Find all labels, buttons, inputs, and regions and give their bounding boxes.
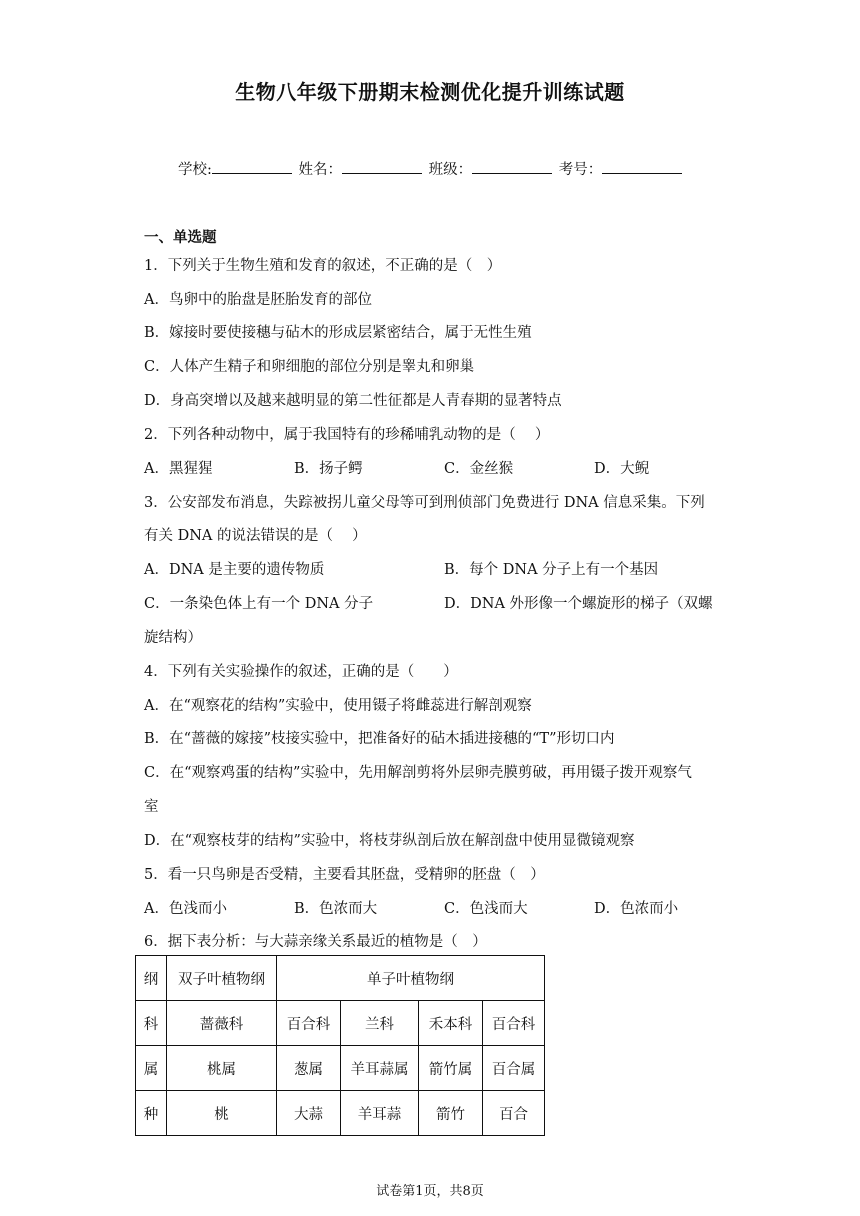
name-label: 姓名： [298,162,342,178]
exam-title: 生物八年级下册期末检测优化提升训练试题 [235,80,625,104]
q4-option-a: A．在“观察花的结构”实验中，使用镊子将雌蕊进行解剖观察 [144,698,532,714]
q1-option-a: A．鸟卵中的胎盘是胚胎发育的部位 [144,292,372,308]
q4-option-c-cont: 室 [144,799,159,815]
exam-no-blank[interactable] [602,159,682,174]
name-blank[interactable] [342,159,422,174]
table-cell: 单子叶植物纲 [277,956,545,1001]
q5-option-d: D．色浓而小 [594,901,679,917]
table-row [136,956,545,1001]
table-cell: 箭竹属 [419,1046,483,1091]
q3-option-a: A．DNA 是主要的遗传物质 [144,562,325,578]
q5-option-b: B．色浓而大 [294,901,378,917]
q4-option-b: B．在“蔷薇的嫁接”枝接实验中，把准备好的砧木插进接穗的“T”形切口内 [144,731,615,747]
table-cell: 桃 [167,1091,277,1136]
q5-option-a: A．色浅而小 [144,901,227,917]
q5-stem: 5．看一只鸟卵是否受精，主要看其胚盘，受精卵的胚盘（ ） [144,867,545,883]
page-footer: 试卷第1页，共8页 [376,1184,484,1199]
q2-option-b: B．扬子鳄 [294,461,363,477]
q3-option-b: B．每个 DNA 分子上有一个基因 [444,562,659,578]
table-row [136,1046,545,1091]
table-cell: 双子叶植物纲 [167,956,277,1001]
classification-table [135,955,545,1136]
table-cell: 蔷薇科 [167,1001,277,1046]
q3-option-d-cont: 旋结构） [144,630,202,646]
q4-option-c: C．在“观察鸡蛋的结构”实验中，先用解剖剪将外层卵壳膜剪破，再用镊子拨开观察气 [144,765,692,781]
student-info-line [178,158,684,179]
school-blank[interactable] [212,159,292,174]
q2-option-c: C．金丝猴 [444,461,514,477]
table-cell: 葱属 [277,1046,341,1091]
table-row [136,1091,545,1136]
q1-option-b: B．嫁接时要使接穗与砧木的形成层紧密结合，属于无性生殖 [144,325,532,341]
table-cell: 纲 [136,956,167,1001]
q4-option-d: D．在“观察枝芽的结构”实验中，将枝芽纵剖后放在解剖盘中使用显微镜观察 [144,833,635,849]
q2-stem: 2．下列各种动物中，属于我国特有的珍稀哺乳动物的是（ ） [144,427,550,443]
section-heading: 一、单选题 [144,229,217,246]
table-cell: 种 [136,1091,167,1136]
school-label: 学校: [178,162,212,178]
q4-stem: 4．下列有关实验操作的叙述，正确的是（ ） [144,664,458,680]
q3-option-d: D．DNA 外形像一个螺旋形的梯子（双螺 [444,596,713,612]
table-cell: 百合科 [277,1001,341,1046]
table-cell: 大蒜 [277,1091,341,1136]
table-cell: 桃属 [167,1046,277,1091]
q2-option-a: A．黑猩猩 [144,461,213,477]
q1-option-d: D．身高突增以及越来越明显的第二性征都是人青春期的显著特点 [144,393,562,409]
q3-stem-line2: 有关 DNA 的说法错误的是（ ） [144,528,367,544]
q6-stem: 6．据下表分析：与大蒜亲缘关系最近的植物是（ ） [144,934,487,950]
q5-option-c: C．色浅而大 [444,901,528,917]
exam-no-label: 考号： [558,162,603,178]
table-cell: 百合属 [483,1046,545,1091]
table-cell: 百合科 [483,1001,545,1046]
class-label: 班级： [428,162,473,178]
table-cell: 兰科 [341,1001,419,1046]
q3-option-c: C．一条染色体上有一个 DNA 分子 [144,596,374,612]
table-row [136,1001,545,1046]
table-cell: 羊耳蒜属 [341,1046,419,1091]
table-cell: 箭竹 [419,1091,483,1136]
table-cell: 百合 [483,1091,545,1136]
q2-option-d: D．大鲵 [594,461,650,477]
table-cell: 羊耳蒜 [341,1091,419,1136]
q3-stem-line1: 3．公安部发布消息，失踪被拐儿童父母等可到刑侦部门免费进行 DNA 信息采集。下列 [144,495,705,511]
table-cell: 属 [136,1046,167,1091]
table-cell: 科 [136,1001,167,1046]
class-blank[interactable] [472,159,552,174]
q1-stem: 1．下列关于生物生殖和发育的叙述，不正确的是（ ） [144,258,502,274]
table-cell: 禾本科 [419,1001,483,1046]
q1-option-c: C．人体产生精子和卵细胞的部位分别是睾丸和卵巢 [144,359,475,375]
